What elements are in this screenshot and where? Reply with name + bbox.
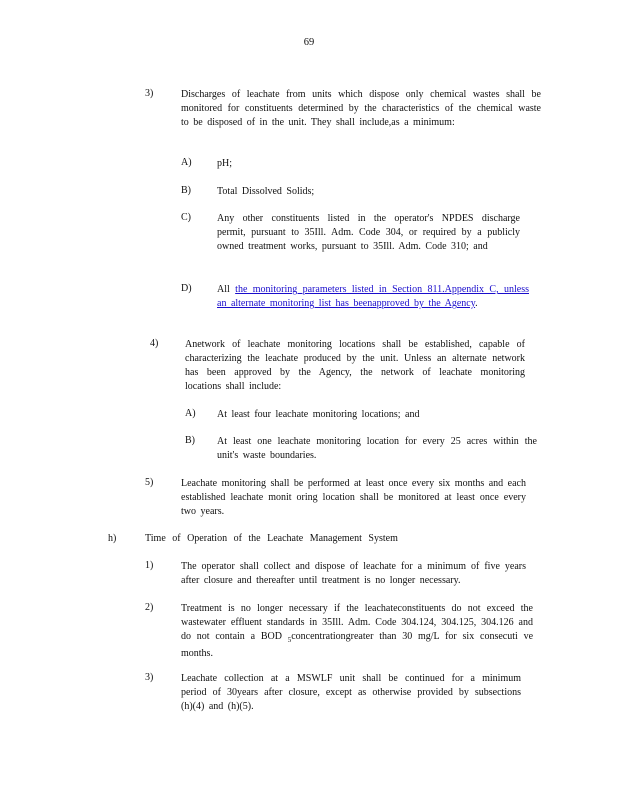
item-4b-text: At least one leachate monitoring location for every 25 acres within the unit's waste boundaries.: [217, 436, 537, 461]
item-3-label: 3): [145, 88, 154, 99]
page-number: 69: [303, 37, 315, 48]
h3-text: Leachate collection at a MSWLF unit shall be continued for a minimum period of 30years after closure, except as otherwise provided by subsections (h)(4) and (h)(5).: [181, 673, 521, 712]
item-3d-suffix: .: [475, 298, 478, 309]
section-h-title: Time of Operation of the Leachate Management System: [145, 533, 398, 544]
h1-label: 1): [145, 560, 154, 571]
item-3d-text: [217, 283, 529, 311]
item-3d-label: D): [181, 283, 192, 294]
item-3a-label: A): [181, 157, 192, 168]
item-3b-text: Total Dissolved Solids;: [217, 186, 315, 197]
h2-text-a: Treatment is no longer necessary if the leachateconstituents do not exceed the wastewater effluent standards in 35Ill. Adm. Code 304.124, 304.125, 304.126 and do not contain a BOD: [181, 603, 533, 642]
item-3b-label: B): [181, 185, 191, 196]
h3-label: 3): [145, 672, 154, 683]
h1-text: The operator shall collect and dispose of leachate for a minimum of five years after closure and thereafter until treatment is no longer necessary.: [181, 561, 526, 586]
item-3c-text: Any other constituents listed in the operator's NPDES discharge permit, pursuant to 35Ill. Adm. Code 304, or required by a publicly owned treatment works, pursuant to 35Ill. Adm. Code 310; and: [217, 213, 520, 252]
item-3-text: Discharges of leachate from units which dispose only chemical wastes shall be monitored for constituents determined by the characteristics of the chemical waste to be disposed of in the unit. They shall include,as a minimum:: [181, 89, 541, 128]
item-4-text: Anetwork of leachate monitoring locations shall be established, capable of characterizing the leachate produced by the unit. Unless an alternate network has been approved by the Agency, the network of leachate monitoring locations shall include:: [185, 339, 525, 392]
item-3d-prefix: All: [217, 284, 230, 295]
section-h-label: h): [108, 533, 117, 544]
item-5-text: Leachate monitoring shall be performed at least once every six months and each established leachate monit oring location shall be monitored at least once every two years.: [181, 478, 526, 517]
h2-text-b: concentrationgreater than 30 mg/L for six consecuti ve months.: [181, 631, 534, 659]
bod-subscript: 5: [287, 636, 292, 644]
item-5-label: 5): [145, 477, 154, 488]
h2-label: 2): [145, 602, 154, 613]
appendix-c-link[interactable]: the monitoring parameters listed in Section 811.Appendix C, unless an alternate monitoring list has beenapproved by the Agency: [217, 284, 529, 309]
item-3c-label: C): [181, 212, 191, 223]
h2-text: [181, 602, 533, 661]
item-4a-label: A): [185, 408, 196, 419]
item-4b-label: B): [185, 435, 195, 446]
item-3a-text: pH;: [217, 158, 232, 169]
item-4-label: 4): [150, 338, 159, 349]
item-4a-text: At least four leachate monitoring locations; and: [217, 409, 420, 420]
